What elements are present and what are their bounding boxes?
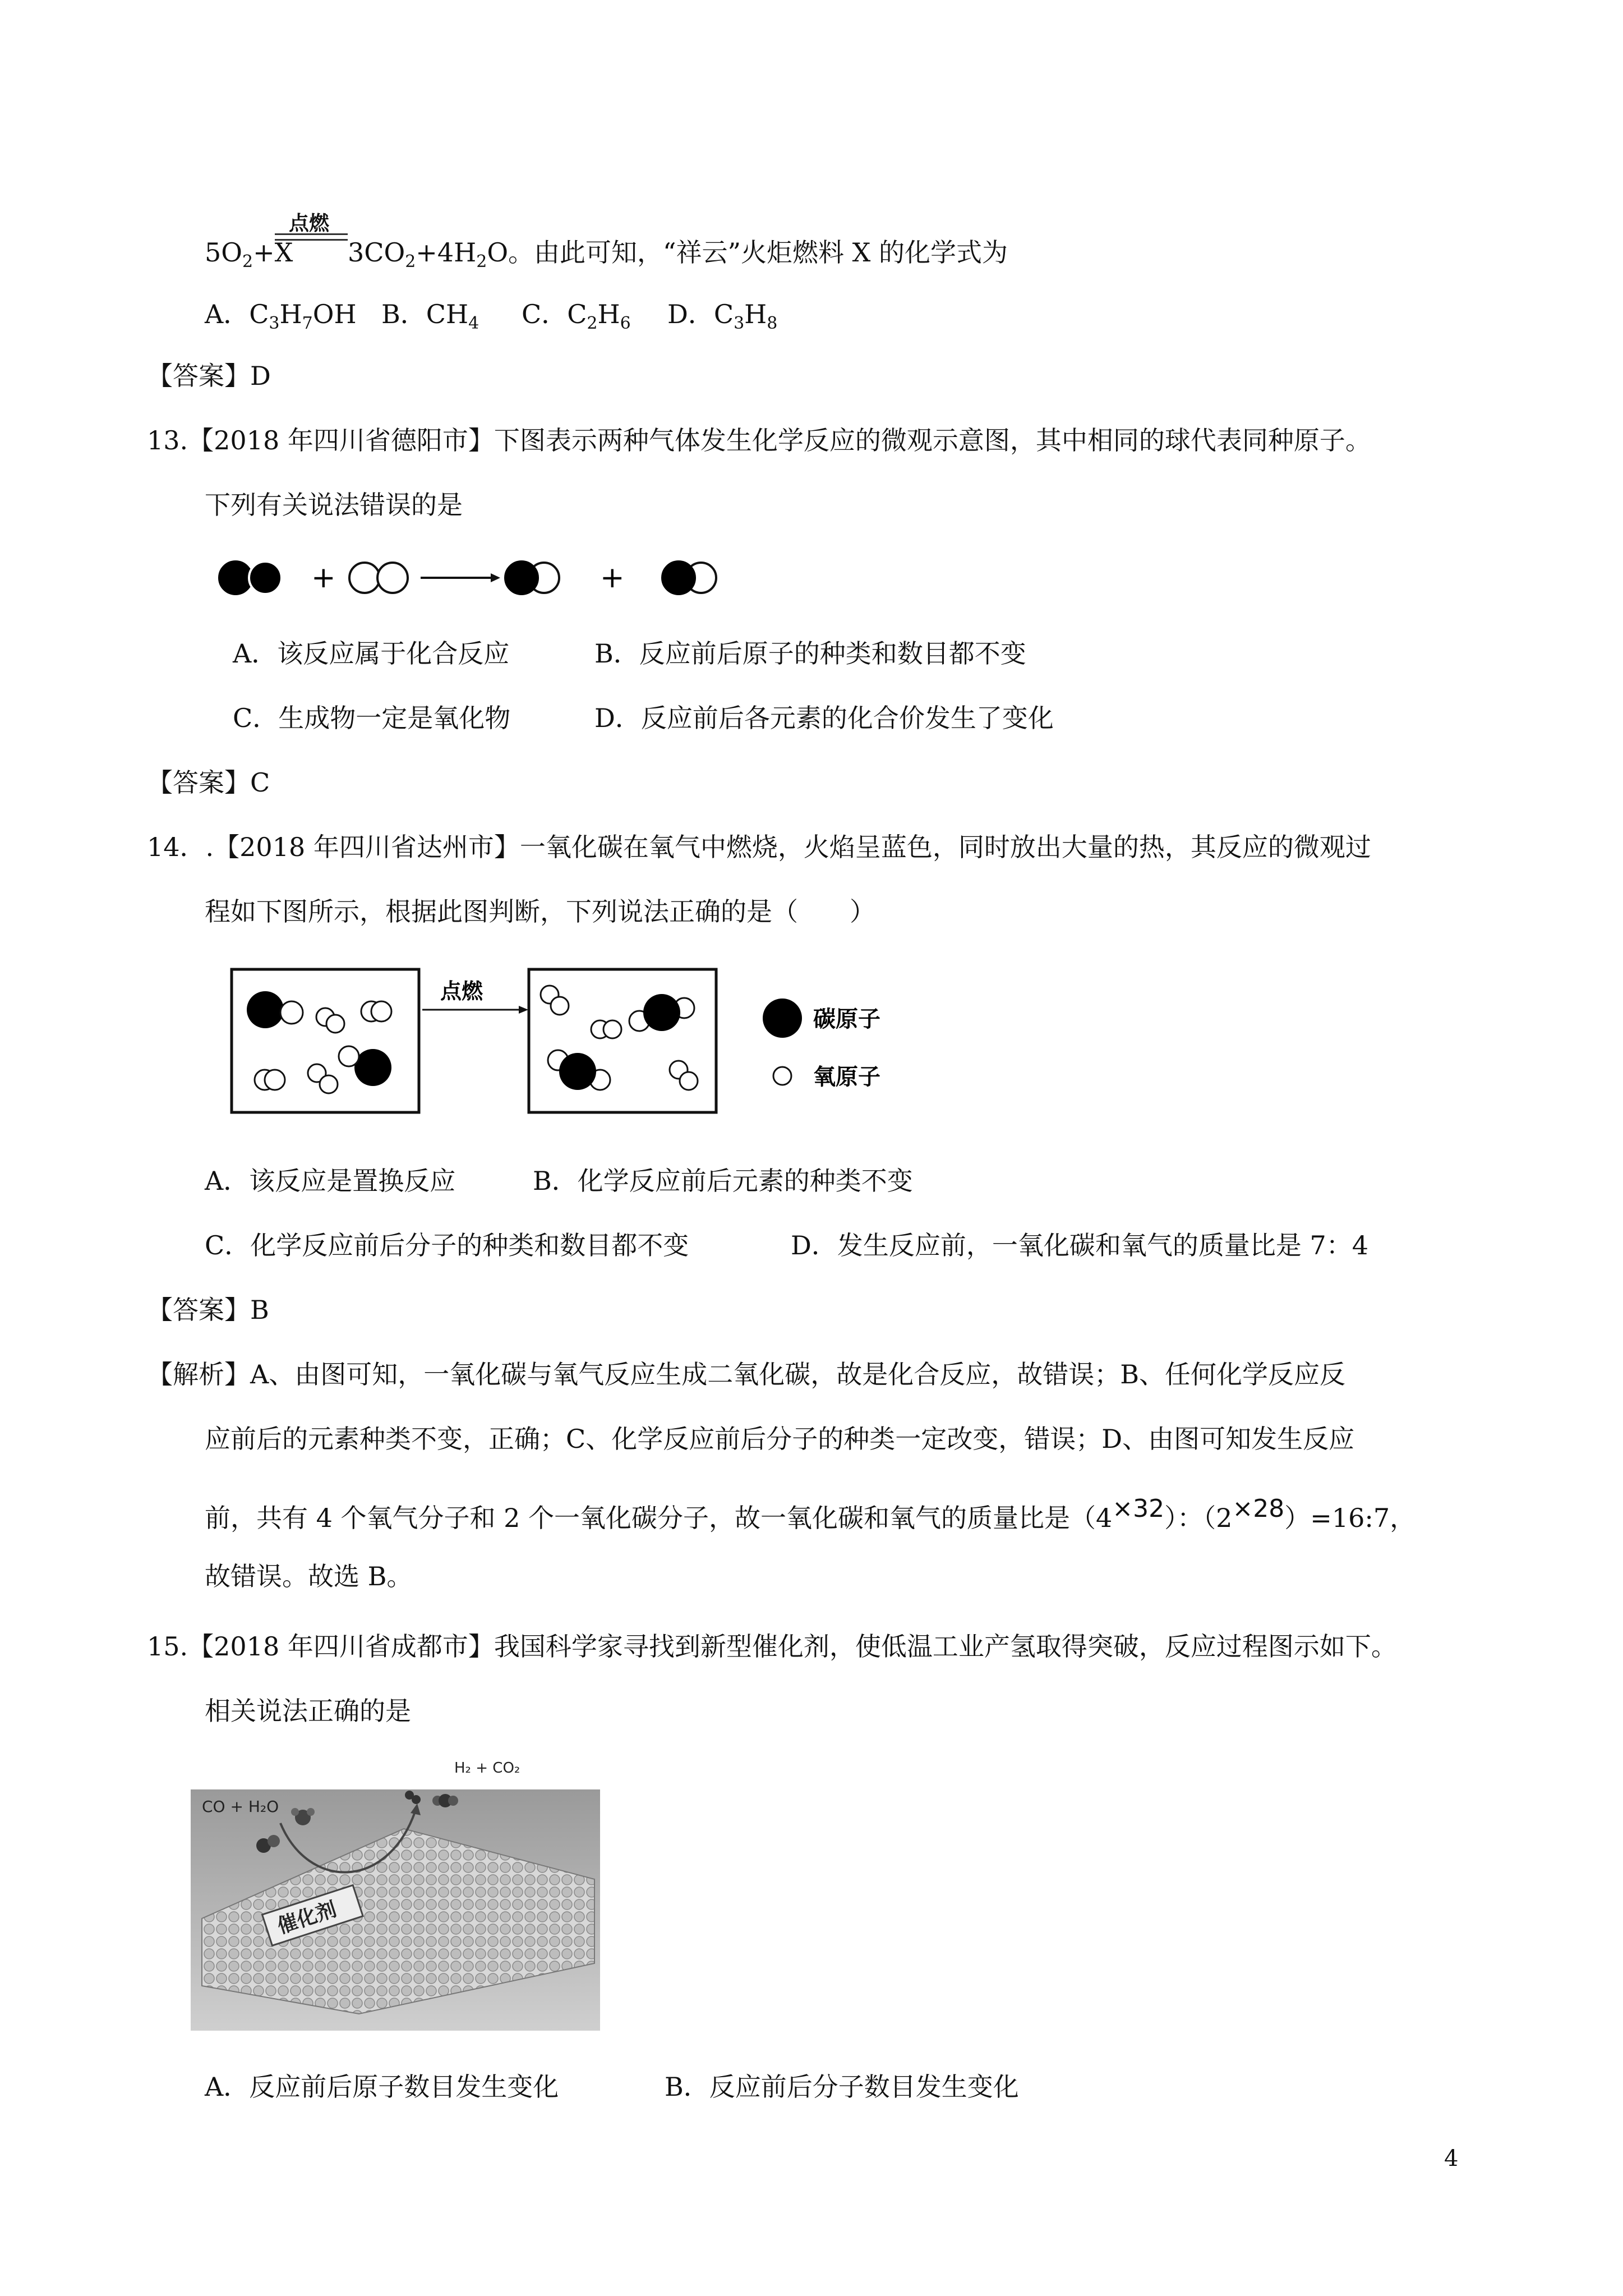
- q13-stem-line1: 13.【2018 年四川省德阳市】下图表示两种气体发生化学反应的微观示意图，其中相同的球代表同种原子。: [147, 425, 1371, 455]
- product-molecule-1: [505, 562, 559, 594]
- o2-molecule: [361, 1001, 391, 1022]
- q15-stem-line1: 15.【2018 年四川省成都市】我国科学家寻找到新型催化剂，使低温工业产氢取得突破，反应过程图示如下。: [147, 1631, 1397, 1662]
- o2-molecule: [591, 1020, 621, 1038]
- q14-stem-line1: 14．.【2018 年四川省达州市】一氧化碳在氧气中燃烧，火焰呈蓝色，同时放出大量的热，其反应的微观过: [147, 832, 1371, 862]
- q12-equation-left: $5O_2+X$: [205, 237, 293, 272]
- q14-analysis-line1: 【解析】A、由图可知，一氧化碳与氧气反应生成二氧化碳，故是化合反应，故错误；B、任何化学反应反: [147, 1359, 1346, 1389]
- catalyst-label: 催化剂: [274, 1898, 340, 1939]
- q12-option-a: A．$C_3H_7OH$: [205, 299, 357, 333]
- q13-option-c: C．生成物一定是氧化物: [233, 703, 511, 733]
- q12-option-d: D．$C_3H_8$: [667, 299, 778, 333]
- reaction-arrow: [421, 573, 500, 582]
- q13-stem-line2: 下列有关说法错误的是: [205, 490, 463, 520]
- q13-molecule-diagram: [213, 547, 751, 609]
- q12-option-c: C．$C_2H_6$: [522, 299, 631, 333]
- q14-option-d: D．发生反应前，一氧化碳和氧气的质量比是 7：4: [791, 1230, 1369, 1260]
- q12-option-b: B．$CH_4$: [381, 299, 479, 333]
- q13-option-d: D．反应前后各元素的化合价发生了变化: [594, 703, 1054, 733]
- products-label: H₂ + CO₂: [454, 1760, 520, 1777]
- q13-answer: 【答案】C: [147, 767, 270, 798]
- q15-catalyst-diagram: [191, 1750, 600, 2031]
- q14-option-b: B．化学反应前后元素的种类不变: [533, 1166, 913, 1196]
- q14-analysis-line4: 故错误。故选 B。: [205, 1561, 413, 1591]
- page-number: 4: [1444, 2146, 1459, 2171]
- q14-option-c: C．化学反应前后分子的种类和数目都不变: [205, 1230, 689, 1260]
- q13-option-a: A．该反应属于化合反应: [233, 638, 510, 669]
- q13-option-b: B．反应前后原子的种类和数目都不变: [594, 638, 1026, 669]
- q12-answer: 【答案】D: [147, 361, 271, 391]
- q14-analysis-line2: 应前后的元素种类不变，正确；C、化学反应前后分子的种类一定改变，错误；D、由图可知发生反应: [205, 1424, 1355, 1454]
- q14-analysis-line3: 前，共有 4 个氧气分子和 2 个一氧化碳分子，故一氧化碳和氧气的质量比是（4×32）：（2×28）=16:7，: [205, 1494, 1416, 1533]
- q15-option-a: A．反应前后原子数目发生变化: [205, 2072, 559, 2102]
- reactant-molecule-light: [349, 563, 408, 593]
- legend-oxygen-swatch: [773, 1067, 791, 1085]
- reaction-arrow: [422, 1006, 528, 1014]
- legend-carbon-label: 碳原子: [813, 1006, 880, 1032]
- legend-carbon-swatch: [763, 999, 802, 1038]
- q12-equation-right: $3CO_2+4H_2O$。由此可知，“祥云”火炬燃料 X 的化学式为: [348, 237, 1008, 272]
- plus-sign: +: [600, 561, 625, 595]
- reactant-molecule-dark: [219, 562, 282, 594]
- reaction-condition: 点燃: [289, 211, 330, 235]
- plus-sign: +: [311, 561, 336, 595]
- q14-stem-line2: 程如下图所示，根据此图判断，下列说法正确的是（ ）: [205, 896, 875, 927]
- equals-sign-top: [275, 233, 348, 235]
- o2-molecule: [255, 1070, 285, 1090]
- q14-answer: 【答案】B: [147, 1295, 269, 1325]
- legend-oxygen-label: 氧原子: [813, 1064, 880, 1090]
- q14-option-a: A．该反应是置换反应: [205, 1166, 456, 1196]
- reactants-label: CO + H₂O: [202, 1797, 279, 1816]
- q14-reaction-diagram: [230, 968, 931, 1119]
- product-molecule-2: [662, 562, 716, 594]
- co2-molecule: [432, 1794, 458, 1807]
- q15-option-b: B．反应前后分子数目发生变化: [665, 2072, 1019, 2102]
- arrow-condition-label: 点燃: [440, 979, 483, 1004]
- q15-stem-line2: 相关说法正确的是: [205, 1696, 411, 1726]
